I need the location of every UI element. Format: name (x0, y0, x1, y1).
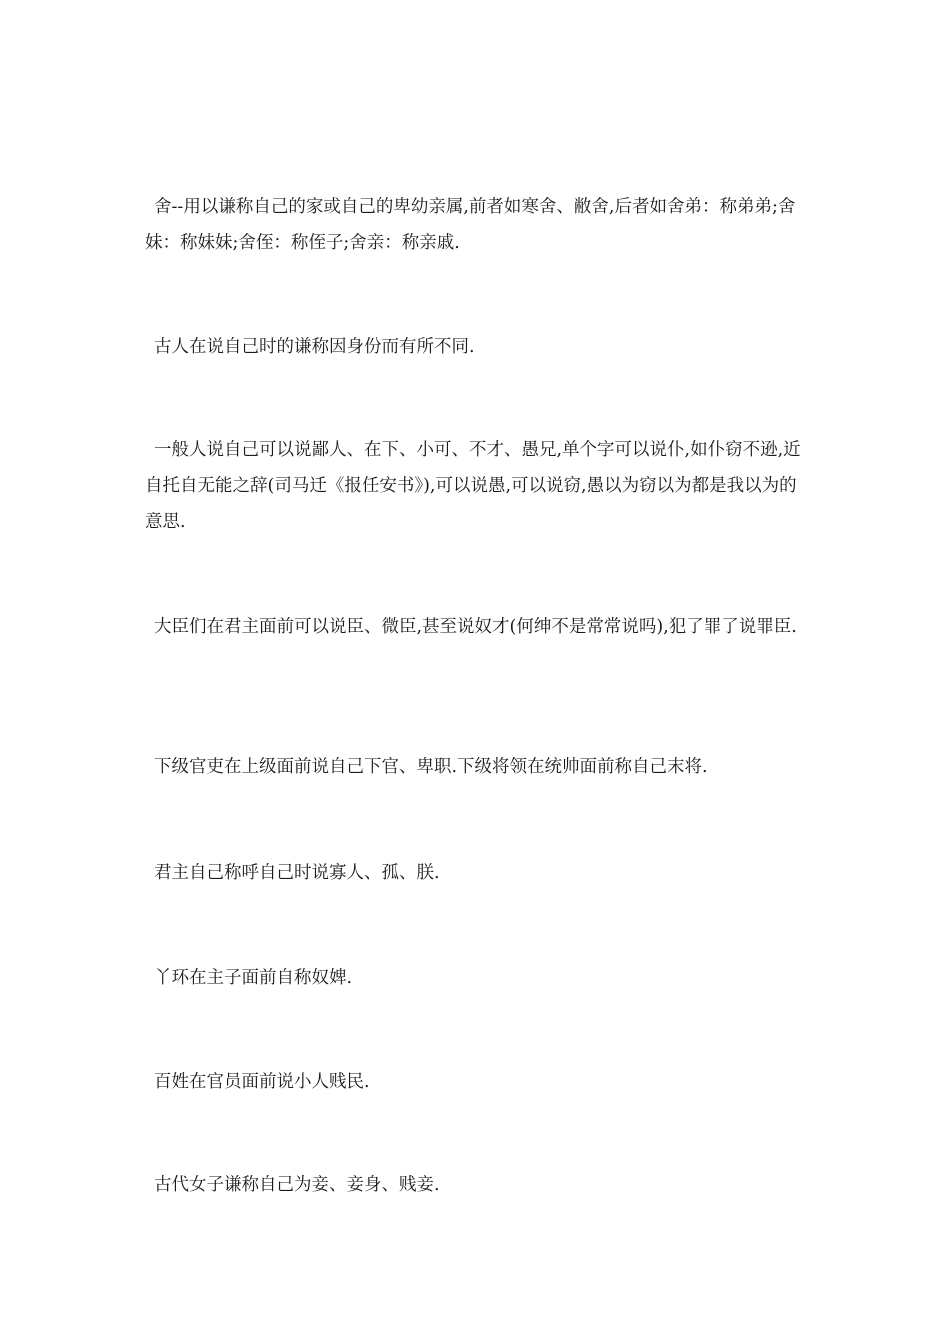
paragraph-women: 古代女子谦称自己为妾、妾身、贱妾. (154, 1175, 440, 1195)
paragraph-monarch: 君主自己称呼自己时说寡人、孤、朕. (154, 863, 440, 883)
paragraph-maids: 丫环在主子面前自称奴婢. (154, 968, 353, 988)
paragraph-common-people: 一般人说自己可以说鄙人、在下、小可、不才、愚兄,单个字可以说仆,如仆窃不逊,近自托自无能之辞(司马迁《报任安书》),可以说愚,可以说窃,愚以为窃以为都是我以为的意思. (145, 440, 801, 532)
paragraph-lower-officials: 下级官吏在上级面前说自己下官、卑职.下级将领在统帅面前称自己末将. (154, 757, 708, 777)
paragraph-commoners: 百姓在官员面前说小人贱民. (154, 1072, 370, 1092)
paragraph-humble-by-status: 古人在说自己时的谦称因身份而有所不同. (154, 337, 475, 357)
paragraph-ministers: 大臣们在君主面前可以说臣、微臣,甚至说奴才(何绅不是常常说吗),犯了罪了说罪臣. (154, 617, 797, 637)
paragraph-she-humble-terms: 舍--用以谦称自己的家或自己的卑幼亲属,前者如寒舍、敝舍,后者如舍弟：称弟弟;舍妹：称妹妹;舍侄：称侄子;舍亲：称亲戚. (145, 197, 796, 253)
